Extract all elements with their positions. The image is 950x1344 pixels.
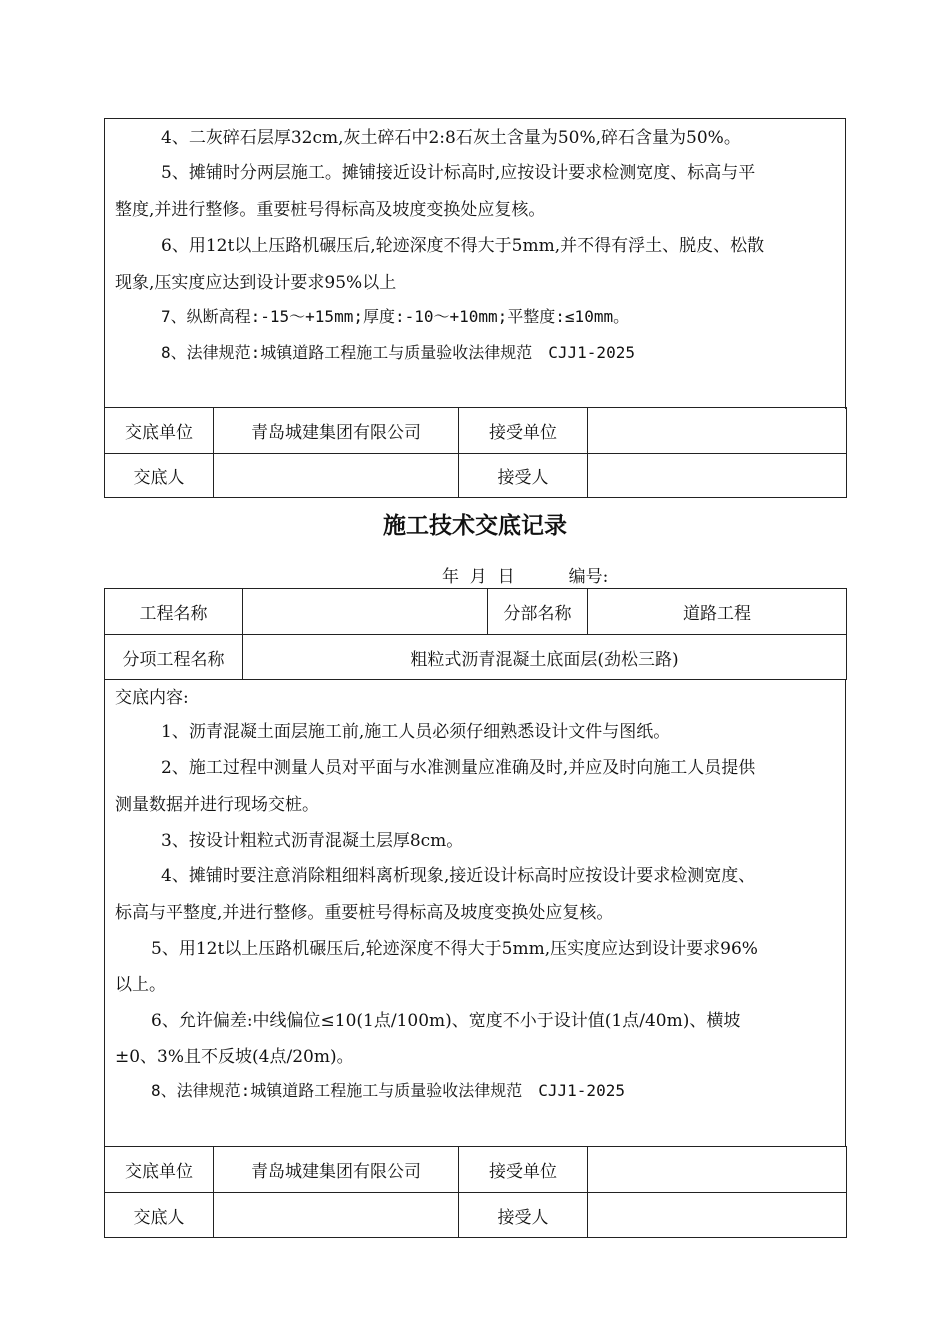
- content-line: 6、用12t以上压路机碾压后,轮迹深度不得大于5mm,并不得有浮土、脱皮、松散: [161, 236, 765, 256]
- issuer-unit-value: 青岛城建集团有限公司: [214, 1147, 459, 1193]
- content-line: 整度,并进行整修。重要桩号得标高及坡度变换处应复核。: [115, 200, 546, 220]
- content-heading: 交底内容:: [115, 688, 189, 708]
- signature-table-2: [104, 1146, 847, 1238]
- content-line: 测量数据并进行现场交桩。: [115, 795, 319, 815]
- content-line: 7、纵断高程:-15～+15mm;厚度:-10～+10mm;平整度:≤10mm。: [161, 307, 630, 326]
- subitem-value: 粗粒式沥青混凝土底面层(劲松三路): [243, 635, 847, 680]
- content-line: 4、摊铺时要注意消除粗细料离析现象,接近设计标高时应按设计要求检测宽度、: [161, 866, 756, 886]
- issuer-person-value: [214, 1193, 459, 1238]
- receiver-person-value: [588, 1193, 847, 1238]
- receiver-unit-value: [588, 1147, 847, 1193]
- receiver-person-value: [588, 454, 847, 498]
- record-content: [105, 679, 845, 1147]
- top-content: [105, 118, 845, 408]
- content-line: 1、沥青混凝土面层施工前,施工人员必须仔细熟悉设计文件与图纸。: [161, 722, 671, 742]
- issuer-unit-value: 青岛城建集团有限公司: [214, 408, 459, 454]
- content-line: 3、按设计粗粒式沥青混凝土层厚8cm。: [161, 831, 464, 851]
- receiver-person-label: 接受人: [459, 1193, 588, 1238]
- receiver-unit-label: 接受单位: [459, 1147, 588, 1193]
- division-value: 道路工程: [588, 589, 847, 635]
- issuer-person-value: [214, 454, 459, 498]
- content-line: 2、施工过程中测量人员对平面与水准测量应准确及时,并应及时向施工人员提供: [161, 758, 756, 778]
- content-line: 4、二灰碎石层厚32cm,灰土碎石中2:8石灰土含量为50%,碎石含量为50%。: [161, 128, 741, 148]
- receiver-unit-value: [588, 408, 847, 454]
- issuer-person-label: 交底人: [105, 454, 214, 498]
- receiver-person-label: 接受人: [459, 454, 588, 498]
- content-line: 标高与平整度,并进行整修。重要桩号得标高及坡度变换处应复核。: [115, 903, 614, 923]
- issuer-unit-label: 交底单位: [105, 408, 214, 454]
- division-label: 分部名称: [488, 589, 588, 635]
- date-number-line: 年 月 日 编号:: [442, 567, 609, 587]
- content-line: 5、摊铺时分两层施工。摊铺接近设计标高时,应按设计要求检测宽度、标高与平: [161, 163, 756, 183]
- content-line: 5、用12t以上压路机碾压后,轮迹深度不得大于5mm,压实度应达到设计要求96%: [151, 939, 758, 959]
- content-line: ±0、3%且不反坡(4点/20m)。: [115, 1047, 354, 1067]
- project-name-value: [243, 589, 488, 635]
- content-line: 8、法律规范:城镇道路工程施工与质量验收法律规范 CJJ1-2025: [151, 1081, 625, 1100]
- content-line: 现象,压实度应达到设计要求95%以上: [115, 273, 397, 293]
- page-title: 施工技术交底记录: [383, 513, 567, 539]
- project-info-table: [104, 588, 847, 680]
- content-line: 8、法律规范:城镇道路工程施工与质量验收法律规范 CJJ1-2025: [161, 343, 635, 362]
- signature-table-1: [104, 407, 847, 498]
- content-line: 以上。: [115, 975, 166, 995]
- issuer-unit-label: 交底单位: [105, 1147, 214, 1193]
- receiver-unit-label: 接受单位: [459, 408, 588, 454]
- project-name-label: 工程名称: [105, 589, 243, 635]
- content-line: 6、允许偏差:中线偏位≤10(1点/100m)、宽度不小于设计值(1点/40m)、横坡: [151, 1011, 741, 1031]
- subitem-label: 分项工程名称: [105, 635, 243, 680]
- issuer-person-label: 交底人: [105, 1193, 214, 1238]
